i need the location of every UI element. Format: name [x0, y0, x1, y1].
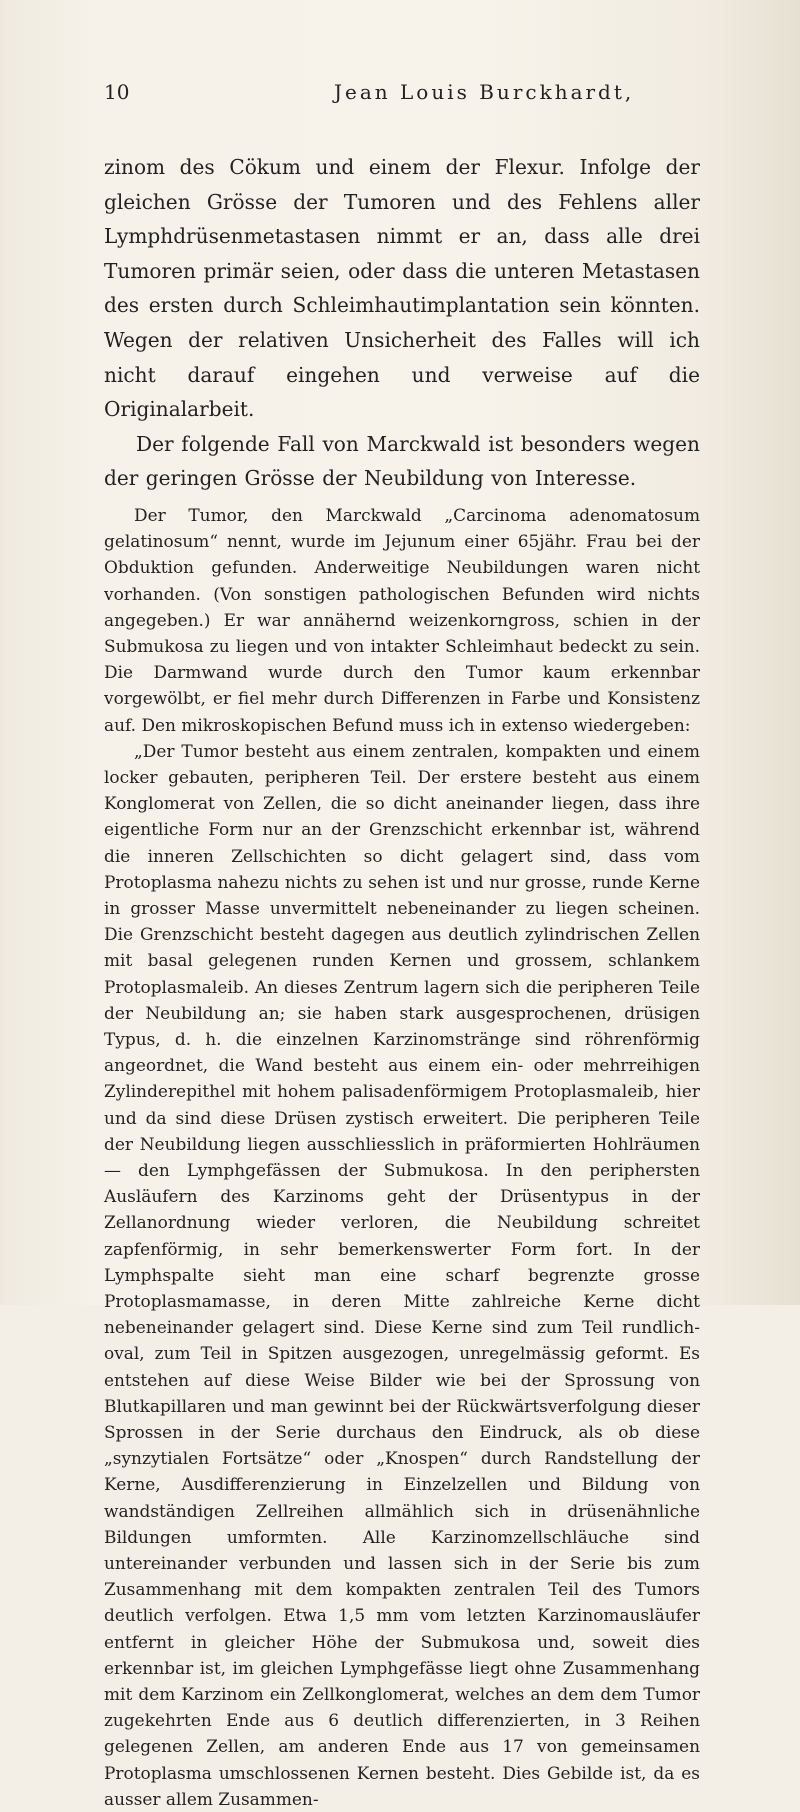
running-title: Jean Louis Burckhardt,	[334, 80, 635, 104]
page-body	[104, 150, 700, 1812]
paragraph-case-description: Der Tumor, den Marckwald „Carcinoma adenomatosum gelatinosum“ nennt, wurde im Jejunum einer 65jähr. Frau bei der Obduktion gefunden. Anderweitige Neubildungen waren nicht vorhanden. (Von sonstigen pathologischen Befunden wird nichts angegeben.) Er war annähernd weizenkorngross, schien in der Submukosa zu liegen und von intakter Schleimhaut bedeckt zu sein. Die Darmwand wurde durch den Tumor kaum erkennbar vorgewölbt, er fiel mehr durch Differenzen in Farbe und Konsistenz auf. Den mikroskopischen Befund muss ich in extenso wiedergeben:	[104, 504, 700, 735]
paragraph-microscopic-quote: „Der Tumor besteht aus einem zentralen, kompakten und einem locker gebauten, peripheren Teil. Der erstere besteht aus einem Konglomerat von Zellen, die so dicht aneinander liegen, dass ihre eigentliche Form nur an der Grenzschicht erkennbar ist, während die inneren Zellschichten so dicht gelagert sind, dass vom Protoplasma nahezu nichts zu sehen ist und nur grosse, runde Kerne in grosser Masse unvermittelt nebeneinander zu liegen scheinen. Die Grenzschicht besteht dagegen aus deutlich zylindrischen Zellen mit basal gelegenen runden Kernen und grossem, schlankem Protoplasmaleib. An dieses Zentrum lagern sich die peripheren Teile der Neubildung an; sie haben stark ausgesprochenen, drüsigen Typus, d. h. die einzelnen Karzinomstränge sind röhrenförmig angeordnet, die Wand besteht aus einem ein- oder mehrreihigen Zylinderepithel mit hohem palisadenförmigem Protoplasmaleib, hier und da sind diese Drüsen zystisch erweitert. Die peripheren Teile der Neubildung liegen ausschliesslich in präformierten Hohlräumen — den Lymphgefässen der Submukosa. In den periphersten Ausläufern des Karzinoms geht der Drüsentypus in der Zellanordnung wieder verloren, die Neubildung schreitet zapfenförmig, in sehr bemerkenswerter Form fort. In der Lymphspalte sieht man eine scharf begrenzte grosse Protoplasmamasse, in deren Mitte zahlreiche Kerne dicht nebeneinander gelagert sind. Diese Kerne sind zum Teil rundlich-oval, zum Teil in Spitzen ausgezogen, unregelmässig geformt. Es entstehen auf diese Weise Bilder wie bei der Sprossung von Blutkapillaren und man gewinnt bei der Rückwärtsverfolgung dieser Sprossen in der Serie durchaus den Eindruck, als ob diese „synzytialen Fortsätze“ oder „Knospen“ durch Randstellung der Kerne, Ausdifferenzierung in Einzelzellen und Bildung von wandständigen Zellreihen allmählich sich in drüsenähnliche Bildungen umformten. Alle Karzinomzellschläuche sind untereinander verbunden und lassen sich in der Serie bis zum Zusammenhang mit dem kompakten zentralen Teil des Tumors deutlich verfolgen. Etwa 1,5 mm vom letzten Karzinomausläufer entfernt in gleicher Höhe der Submukosa und, soweit dies erkennbar ist, im gleichen Lymphgefässe liegt ohne Zusammenhang mit dem Karzinom ein Zellkonglomerat, welches an dem dem Tumor zugekehrten Ende aus 6 deutlich differenzierten, in 3 Reihen gelegenen Zellen, am anderen Ende aus 17 von gemeinsamen Protoplasma umschlossenen Kernen besteht. Dies Gebilde ist, da es ausser allem Zusammen-	[104, 740, 700, 1809]
page-header	[104, 80, 704, 110]
page-number: 10	[104, 80, 130, 104]
paragraph-continuation: zinom des Cökum und einem der Flexur. Infolge der gleichen Grösse der Tumoren und des Fehlens aller Lymphdrüsenmetastasen nimmt er an, dass alle drei Tumoren primär seien, oder dass die unteren Metastasen des ersten durch Schleimhautimplantation sein könnten. Wegen der relativen Unsicherheit des Falles will ich nicht darauf eingehen und verweise auf die Originalarbeit.	[104, 155, 700, 422]
paragraph-marckwald-intro: Der folgende Fall von Marckwald ist besonders wegen der geringen Grösse der Neubildung von Interesse.	[104, 431, 700, 491]
